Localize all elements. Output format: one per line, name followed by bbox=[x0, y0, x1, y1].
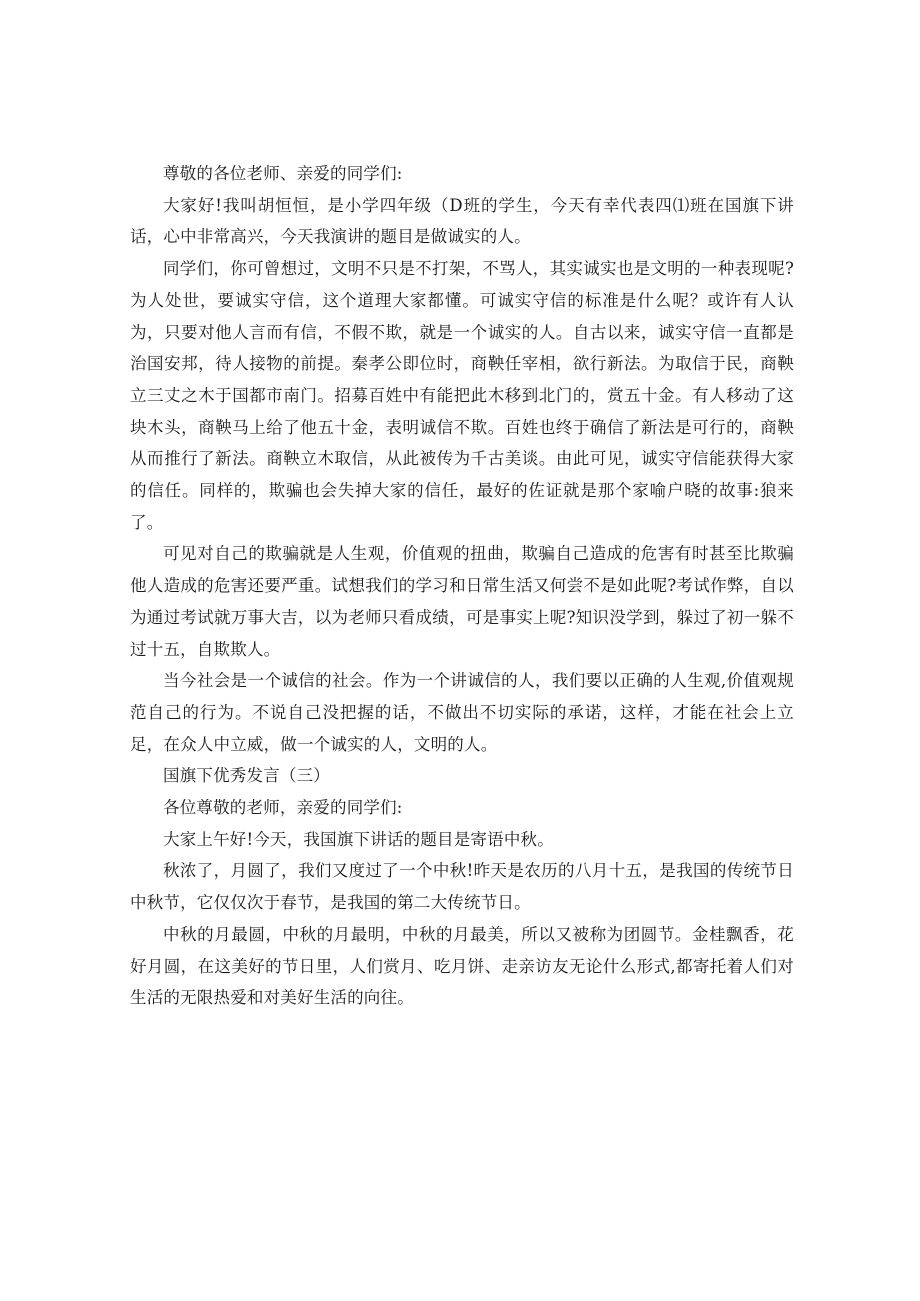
salutation-paragraph: 尊敬的各位老师、亲爱的同学们: bbox=[163, 164, 403, 183]
intro-paragraph: 大家上午好!今天，我国旗下讲话的题目是寄语中秋。 bbox=[163, 829, 554, 849]
body-paragraph: 同学们，你可曾想过，文明不只是不打架，不骂人，其实诚实也是文明的一种表现呢?为人处世，要诚实守信，这个道理大家都懂。可诚实守信的标准是什么呢？或许有人认为，只要对他人言而有信，不假不欺，就是一个诚实的人。自古以来，诚实守信一直都是治国安邦，待人接物的前提。秦孝公即位时，商鞅任宰相，欲行新法。为取信于民，商鞅立三丈之木于国都市南门。招募百姓中有能把此木移到北门的，赏五十金。有人移动了这块木头，商鞅马上给了他五十金，表明诚信不欺。百姓也终于确信了新法是可行的，商鞅从而推行了新法。商鞅立木取信，从此被传为千古美谈。由此可见，诚实守信能获得大家的信任。同样的，欺骗也会失掉大家的信任，最好的佐证就是那个家喻户晓的故事:狼来了。 bbox=[130, 259, 794, 532]
salutation-paragraph: 各位尊敬的老师，亲爱的同学们: bbox=[163, 798, 403, 818]
section-heading: 国旗下优秀发言（三） bbox=[163, 766, 330, 786]
body-paragraph: 中秋的月最圆，中秋的月最明，中秋的月最美，所以又被称为团圆节。金桂飘香，花好月圆，在这美好的节日里，人们赏月、吃月饼、走亲访友无论什么形式,都寄托着人们对生活的无限热爱和对美好生活的向往。 bbox=[130, 924, 794, 1008]
body-paragraph: 可见对自己的欺骗就是人生观，价值观的扭曲，欺骗自己造成的危害有时甚至比欺骗他人造成的危害还要严重。试想我们的学习和日常生活又何尝不是如此呢?考试作弊，自以为通过考试就万事大吉，以为老师只看成绩，可是事实上呢?知识没学到，躲过了初一躲不过十五，自欺欺人。 bbox=[130, 544, 794, 659]
body-paragraph: 当今社会是一个诚信的社会。作为一个讲诚信的人，我们要以正确的人生观,价值观规范自己的行为。不说自己没把握的话，不做出不切实际的承诺，这样，才能在社会上立足，在众人中立威，做一个诚实的人，文明的人。 bbox=[130, 671, 794, 754]
body-paragraph: 秋浓了，月圆了，我们又度过了一个中秋!昨天是农历的八月十五，是我国的传统节日中秋节，它仅仅次于春节，是我国的第二大传统节日。 bbox=[130, 861, 794, 913]
document-body bbox=[130, 158, 794, 1014]
intro-paragraph: 大家好!我叫胡恒恒，是小学四年级（D班的学生，今天有幸代表四⑴班在国旗下讲话，心中非常高兴，今天我演讲的题目是做诚实的人。 bbox=[130, 195, 794, 247]
